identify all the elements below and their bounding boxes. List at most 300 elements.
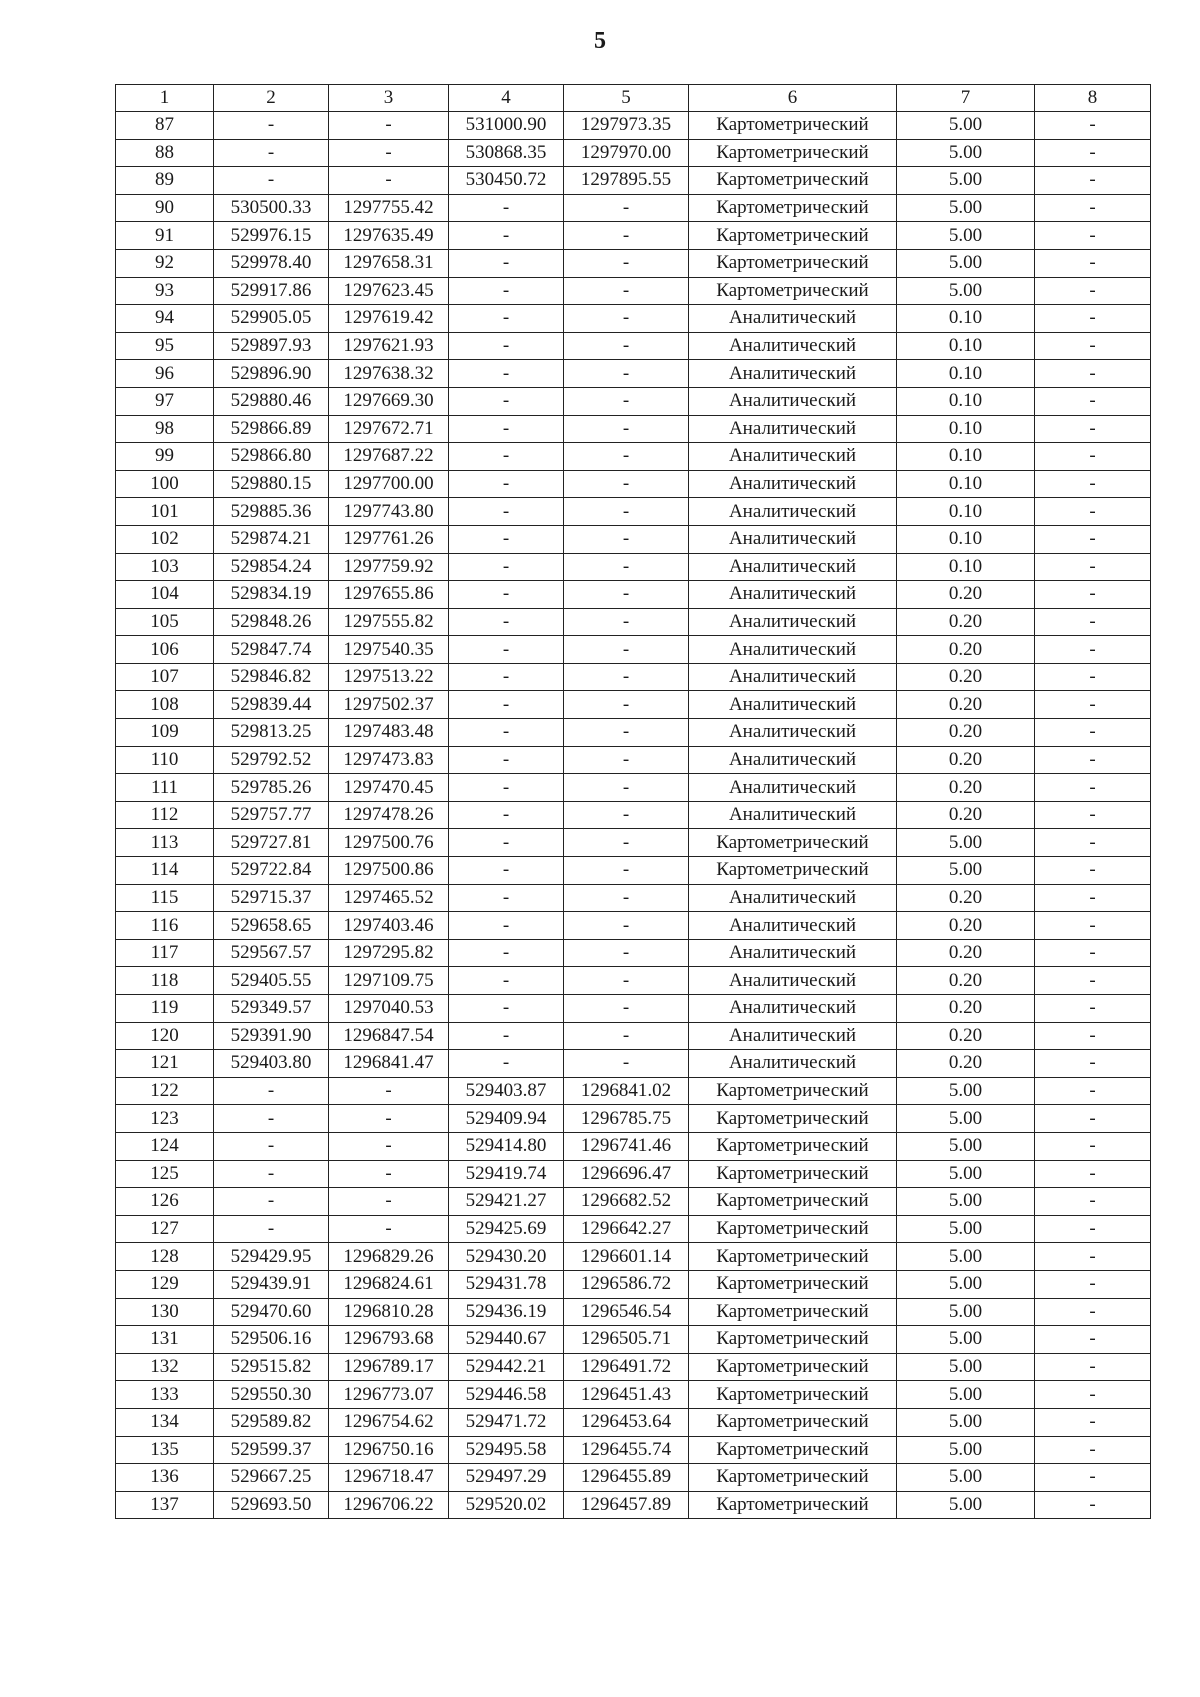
table-row [116,277,1151,305]
cell-accuracy: 0.20 [897,967,1035,995]
cell-x-existing: 529847.74 [214,636,329,664]
cell-point-number: 108 [116,691,214,719]
cell-accuracy: 5.00 [897,1243,1035,1271]
cell-method: Картометрический [689,1353,897,1381]
cell-method: Картометрический [689,1381,897,1409]
cell-x-existing: 529727.81 [214,829,329,857]
cell-x-new: - [449,663,564,691]
cell-y-existing: 1297478.26 [329,801,449,829]
cell-y-existing: 1297638.32 [329,360,449,388]
table-row [116,1408,1151,1436]
cell-description: - [1035,774,1151,802]
cell-description: - [1035,608,1151,636]
table-row [116,1353,1151,1381]
cell-x-existing: 529715.37 [214,884,329,912]
cell-y-new: 1297973.35 [564,112,689,140]
cell-point-number: 137 [116,1491,214,1519]
cell-x-existing: 529874.21 [214,525,329,553]
cell-y-existing: 1297759.92 [329,553,449,581]
cell-description: - [1035,305,1151,333]
cell-point-number: 112 [116,801,214,829]
cell-x-new: 529520.02 [449,1491,564,1519]
cell-y-existing: 1297621.93 [329,332,449,360]
cell-x-existing: - [214,167,329,195]
cell-y-existing: 1297669.30 [329,387,449,415]
cell-description: - [1035,1491,1151,1519]
cell-accuracy: 0.10 [897,305,1035,333]
table-row [116,305,1151,333]
cell-x-new: - [449,1022,564,1050]
table-row [116,663,1151,691]
cell-y-existing: 1297470.45 [329,774,449,802]
cell-y-new: 1296601.14 [564,1243,689,1271]
cell-accuracy: 0.10 [897,415,1035,443]
cell-description: - [1035,415,1151,443]
cell-x-existing: 529429.95 [214,1243,329,1271]
cell-y-new: 1296455.74 [564,1436,689,1464]
cell-x-existing: - [214,1105,329,1133]
cell-x-existing: - [214,1188,329,1216]
cell-x-new: - [449,691,564,719]
cell-accuracy: 5.00 [897,1298,1035,1326]
cell-x-new: - [449,222,564,250]
cell-point-number: 127 [116,1215,214,1243]
cell-point-number: 100 [116,470,214,498]
cell-accuracy: 0.10 [897,360,1035,388]
cell-point-number: 124 [116,1132,214,1160]
cell-method: Аналитический [689,884,897,912]
cell-y-existing: 1297502.37 [329,691,449,719]
cell-accuracy: 0.20 [897,939,1035,967]
cell-point-number: 131 [116,1326,214,1354]
cell-accuracy: 0.20 [897,691,1035,719]
table-row [116,222,1151,250]
cell-accuracy: 0.10 [897,498,1035,526]
cell-method: Картометрический [689,1188,897,1216]
cell-method: Картометрический [689,112,897,140]
cell-accuracy: 5.00 [897,829,1035,857]
cell-x-new: 529440.67 [449,1326,564,1354]
cell-y-existing: 1297623.45 [329,277,449,305]
table-row [116,553,1151,581]
cell-method: Аналитический [689,719,897,747]
cell-accuracy: 5.00 [897,277,1035,305]
cell-x-existing: 529405.55 [214,967,329,995]
cell-accuracy: 0.20 [897,774,1035,802]
cell-y-existing: 1297295.82 [329,939,449,967]
cell-method: Аналитический [689,746,897,774]
table-row [116,995,1151,1023]
cell-x-new: - [449,857,564,885]
table-row [116,1215,1151,1243]
cell-y-existing: 1297500.76 [329,829,449,857]
cell-x-existing: 529515.82 [214,1353,329,1381]
cell-x-new: 529495.58 [449,1436,564,1464]
cell-x-existing: - [214,112,329,140]
table-row [116,1381,1151,1409]
cell-x-existing: 529854.24 [214,553,329,581]
table-row [116,415,1151,443]
cell-method: Аналитический [689,801,897,829]
table-row [116,525,1151,553]
cell-point-number: 134 [116,1408,214,1436]
cell-x-existing: 529976.15 [214,222,329,250]
table-row [116,608,1151,636]
cell-method: Аналитический [689,939,897,967]
cell-x-existing: 529885.36 [214,498,329,526]
cell-y-existing: 1297513.22 [329,663,449,691]
cell-point-number: 94 [116,305,214,333]
cell-method: Картометрический [689,194,897,222]
cell-accuracy: 0.20 [897,995,1035,1023]
cell-accuracy: 0.20 [897,581,1035,609]
cell-method: Картометрический [689,222,897,250]
cell-accuracy: 0.20 [897,636,1035,664]
cell-y-new: - [564,360,689,388]
cell-y-existing: 1297109.75 [329,967,449,995]
cell-method: Картометрический [689,857,897,885]
cell-description: - [1035,801,1151,829]
cell-description: - [1035,360,1151,388]
cell-y-new: 1297895.55 [564,167,689,195]
cell-y-new: - [564,332,689,360]
table-row [116,636,1151,664]
cell-x-new: 529419.74 [449,1160,564,1188]
table-row [116,167,1151,195]
cell-accuracy: 0.20 [897,884,1035,912]
cell-point-number: 128 [116,1243,214,1271]
cell-y-new: 1296491.72 [564,1353,689,1381]
cell-x-new: - [449,719,564,747]
cell-y-existing: 1297040.53 [329,995,449,1023]
cell-y-new: - [564,719,689,747]
cell-description: - [1035,1464,1151,1492]
cell-x-new: - [449,387,564,415]
cell-description: - [1035,1243,1151,1271]
cell-y-new: 1296505.71 [564,1326,689,1354]
cell-description: - [1035,1050,1151,1078]
cell-method: Картометрический [689,1298,897,1326]
cell-x-existing: - [214,139,329,167]
header-cell-5: 5 [564,85,689,112]
cell-y-new: - [564,691,689,719]
cell-y-new: 1296457.89 [564,1491,689,1519]
cell-y-existing: - [329,1188,449,1216]
cell-point-number: 96 [116,360,214,388]
cell-x-new: - [449,967,564,995]
cell-y-new: 1296455.89 [564,1464,689,1492]
header-cell-6: 6 [689,85,897,112]
cell-x-existing: 529589.82 [214,1408,329,1436]
table-row [116,332,1151,360]
cell-y-existing: 1296773.07 [329,1381,449,1409]
table-row [116,249,1151,277]
cell-accuracy: 5.00 [897,857,1035,885]
cell-description: - [1035,194,1151,222]
table-row [116,719,1151,747]
cell-description: - [1035,1353,1151,1381]
cell-x-new: - [449,470,564,498]
table-row [116,581,1151,609]
cell-x-existing: 529403.80 [214,1050,329,1078]
cell-x-existing: 529722.84 [214,857,329,885]
cell-description: - [1035,1436,1151,1464]
cell-y-new: - [564,663,689,691]
cell-y-new: - [564,801,689,829]
cell-point-number: 122 [116,1077,214,1105]
cell-description: - [1035,1298,1151,1326]
cell-accuracy: 5.00 [897,1353,1035,1381]
cell-method: Аналитический [689,360,897,388]
cell-method: Картометрический [689,1160,897,1188]
cell-description: - [1035,167,1151,195]
table-row [116,1464,1151,1492]
cell-method: Аналитический [689,774,897,802]
cell-x-existing: 529813.25 [214,719,329,747]
table-row [116,1105,1151,1133]
cell-x-new: - [449,525,564,553]
cell-x-new: - [449,498,564,526]
cell-x-new: - [449,194,564,222]
header-cell-4: 4 [449,85,564,112]
cell-description: - [1035,719,1151,747]
cell-method: Аналитический [689,305,897,333]
cell-x-new: - [449,746,564,774]
cell-x-new: - [449,774,564,802]
cell-x-existing: 529978.40 [214,249,329,277]
cell-y-existing: 1297655.86 [329,581,449,609]
cell-y-existing: 1296754.62 [329,1408,449,1436]
cell-point-number: 132 [116,1353,214,1381]
header-cell-7: 7 [897,85,1035,112]
cell-x-existing: 529567.57 [214,939,329,967]
cell-method: Картометрический [689,1491,897,1519]
cell-x-new: 530450.72 [449,167,564,195]
cell-y-existing: - [329,1132,449,1160]
cell-method: Картометрический [689,139,897,167]
cell-y-new: - [564,443,689,471]
coordinates-table [115,84,1151,1519]
cell-x-new: - [449,1050,564,1078]
cell-x-existing: 529658.65 [214,912,329,940]
cell-x-existing: 529839.44 [214,691,329,719]
cell-y-new: - [564,829,689,857]
cell-description: - [1035,691,1151,719]
table-row [116,1436,1151,1464]
cell-accuracy: 0.20 [897,719,1035,747]
cell-x-new: - [449,636,564,664]
cell-point-number: 136 [116,1464,214,1492]
cell-y-existing: - [329,139,449,167]
cell-point-number: 91 [116,222,214,250]
cell-description: - [1035,553,1151,581]
cell-accuracy: 0.20 [897,912,1035,940]
table-row [116,498,1151,526]
cell-y-new: 1296451.43 [564,1381,689,1409]
cell-y-new: - [564,387,689,415]
cell-x-existing: - [214,1077,329,1105]
cell-description: - [1035,581,1151,609]
cell-description: - [1035,995,1151,1023]
cell-accuracy: 0.20 [897,608,1035,636]
cell-y-existing: 1297473.83 [329,746,449,774]
cell-point-number: 115 [116,884,214,912]
cell-y-new: - [564,305,689,333]
cell-description: - [1035,470,1151,498]
cell-method: Аналитический [689,663,897,691]
cell-y-existing: 1297743.80 [329,498,449,526]
cell-accuracy: 0.10 [897,332,1035,360]
cell-x-new: 529442.21 [449,1353,564,1381]
cell-y-existing: 1297403.46 [329,912,449,940]
cell-y-existing: 1297755.42 [329,194,449,222]
cell-method: Аналитический [689,1050,897,1078]
cell-y-existing: 1296750.16 [329,1436,449,1464]
cell-x-new: - [449,277,564,305]
cell-accuracy: 5.00 [897,1270,1035,1298]
cell-y-existing: 1297700.00 [329,470,449,498]
cell-method: Аналитический [689,332,897,360]
cell-x-existing: 529848.26 [214,608,329,636]
table-row [116,1491,1151,1519]
cell-x-existing: 529792.52 [214,746,329,774]
table-row [116,194,1151,222]
cell-accuracy: 0.20 [897,663,1035,691]
cell-x-existing: 529897.93 [214,332,329,360]
cell-x-existing: 529439.91 [214,1270,329,1298]
cell-description: - [1035,1408,1151,1436]
cell-y-new: 1296682.52 [564,1188,689,1216]
cell-description: - [1035,1022,1151,1050]
cell-description: - [1035,139,1151,167]
cell-y-existing: - [329,1105,449,1133]
cell-accuracy: 0.10 [897,470,1035,498]
cell-description: - [1035,1105,1151,1133]
cell-accuracy: 5.00 [897,1160,1035,1188]
cell-accuracy: 5.00 [897,1408,1035,1436]
cell-accuracy: 0.10 [897,443,1035,471]
table-row [116,1050,1151,1078]
cell-x-new: - [449,415,564,443]
cell-accuracy: 5.00 [897,1077,1035,1105]
cell-x-existing: 530500.33 [214,194,329,222]
cell-x-existing: 529506.16 [214,1326,329,1354]
cell-method: Аналитический [689,387,897,415]
cell-x-existing: 529896.90 [214,360,329,388]
cell-y-existing: 1297687.22 [329,443,449,471]
cell-y-new: 1296785.75 [564,1105,689,1133]
cell-point-number: 92 [116,249,214,277]
cell-x-existing: 529880.15 [214,470,329,498]
cell-point-number: 125 [116,1160,214,1188]
table-row [116,1243,1151,1271]
table-row [116,967,1151,995]
cell-y-existing: 1297555.82 [329,608,449,636]
cell-y-existing: 1297672.71 [329,415,449,443]
cell-y-new: - [564,1050,689,1078]
cell-y-existing: 1296847.54 [329,1022,449,1050]
cell-method: Аналитический [689,1022,897,1050]
cell-accuracy: 5.00 [897,1105,1035,1133]
cell-accuracy: 0.20 [897,746,1035,774]
cell-x-existing: - [214,1215,329,1243]
cell-description: - [1035,443,1151,471]
cell-x-existing: 529391.90 [214,1022,329,1050]
cell-description: - [1035,498,1151,526]
cell-method: Аналитический [689,498,897,526]
cell-description: - [1035,912,1151,940]
cell-accuracy: 5.00 [897,1188,1035,1216]
cell-method: Картометрический [689,1270,897,1298]
cell-method: Картометрический [689,1243,897,1271]
cell-y-new: - [564,746,689,774]
cell-y-existing: 1297658.31 [329,249,449,277]
cell-description: - [1035,636,1151,664]
cell-x-new: 529446.58 [449,1381,564,1409]
table-header-row [116,85,1151,112]
cell-x-new: - [449,553,564,581]
cell-point-number: 110 [116,746,214,774]
cell-y-existing: 1297619.42 [329,305,449,333]
cell-description: - [1035,939,1151,967]
cell-point-number: 120 [116,1022,214,1050]
cell-method: Аналитический [689,636,897,664]
cell-method: Картометрический [689,167,897,195]
cell-y-existing: 1296789.17 [329,1353,449,1381]
cell-y-new: - [564,194,689,222]
cell-description: - [1035,112,1151,140]
cell-accuracy: 5.00 [897,222,1035,250]
cell-x-new: - [449,581,564,609]
table-row [116,774,1151,802]
cell-accuracy: 5.00 [897,194,1035,222]
cell-x-new: 530868.35 [449,139,564,167]
cell-y-existing: 1297483.48 [329,719,449,747]
cell-method: Аналитический [689,443,897,471]
table-row [116,1160,1151,1188]
cell-method: Картометрический [689,1077,897,1105]
cell-method: Картометрический [689,1326,897,1354]
cell-point-number: 133 [116,1381,214,1409]
cell-y-existing: 1297635.49 [329,222,449,250]
cell-x-existing: - [214,1160,329,1188]
cell-accuracy: 5.00 [897,1215,1035,1243]
cell-x-new: 529409.94 [449,1105,564,1133]
table-row [116,884,1151,912]
cell-description: - [1035,277,1151,305]
cell-description: - [1035,1160,1151,1188]
table-row [116,857,1151,885]
cell-y-existing: 1297761.26 [329,525,449,553]
cell-y-existing: 1296793.68 [329,1326,449,1354]
table-row [116,1326,1151,1354]
cell-description: - [1035,1326,1151,1354]
cell-point-number: 97 [116,387,214,415]
table-row [116,1270,1151,1298]
cell-point-number: 95 [116,332,214,360]
cell-y-new: - [564,884,689,912]
cell-y-new: 1296586.72 [564,1270,689,1298]
cell-method: Аналитический [689,470,897,498]
cell-description: - [1035,1132,1151,1160]
cell-method: Аналитический [689,525,897,553]
cell-x-new: - [449,305,564,333]
cell-x-new: - [449,608,564,636]
cell-y-existing: 1296718.47 [329,1464,449,1492]
cell-x-existing: 529550.30 [214,1381,329,1409]
cell-accuracy: 5.00 [897,167,1035,195]
cell-accuracy: 0.10 [897,553,1035,581]
